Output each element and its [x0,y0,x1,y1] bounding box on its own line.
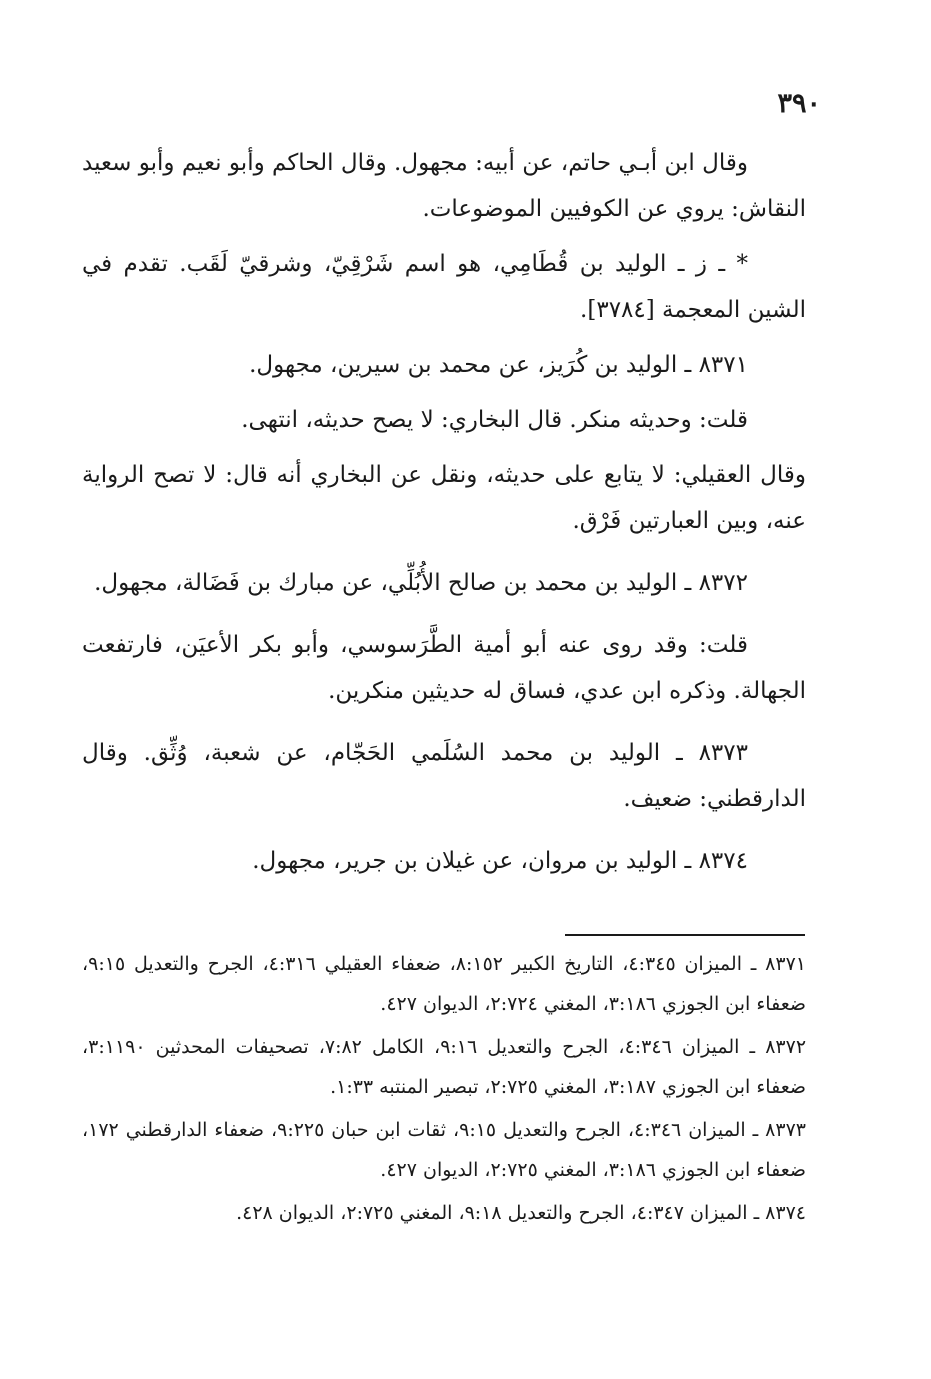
entry-8374: ٨٣٧٤ ـ الوليد بن مروان، عن غيلان بن جرير، مجهول. [252,848,748,874]
footnote-8372: ٨٣٧٢ ـ الميزان ٤:٣٤٦، الجرح والتعديل ٩:١٦، الكامل ٧:٨٢، تصحيفات المحدثين ٣:١١٩٠، ضعفاء ابن الجوزي ٣:١٨٧، المغني ٢:٧٢٥، تبصير المنتبه ١:٣٣. [82,1036,807,1098]
footnote-divider [565,934,805,936]
footnotes [82,944,806,1236]
page-number: ٣٩٠ [777,88,821,119]
footnote-8373: ٨٣٧٣ ـ الميزان ٤:٣٤٦، الجرح والتعديل ٩:١٥، ثقات ابن حبان ٩:٢٢٥، ضعفاء الدارقطني ١٧٢، ضعفاء ابن الجوزي ٣:١٨٦، المغني ٢:٧٢٥، الديوان ٤٢٧. [82,1119,806,1181]
paragraph: قلت: وقد روى عنه أبو أمية الطَّرَسوسي، وأبو بكر الأعيَن، فارتفعت الجهالة. وذكره ابن عدي، فساق له حديثين منكرين. [82,632,806,704]
paragraph: وقال ابن أبـي حاتم، عن أبيه: مجهول. وقال الحاكم وأبو نعيم وأبو سعيد النقاش: يروي عن الكوفيين الموضوعات. [82,150,806,222]
paragraph: قلت: وحديثه منكر. قال البخاري: لا يصح حديثه، انتهى. [241,407,748,433]
entry-8372: ٨٣٧٢ ـ الوليد بن محمد بن صالح الأُبُلِّي، عن مبارك بن فَضَالة، مجهول. [94,570,748,596]
entry-8373: ٨٣٧٣ ـ الوليد بن محمد السُلَمي الحَجّام، عن شعبة، وُثِّق. وقال الدارقطني: ضعيف. [82,740,806,812]
main-text [82,140,806,893]
paragraph: وقال العقيلي: لا يتابع على حديثه، ونقل عن البخاري أنه قال: لا تصح الرواية عنه، وبين العبارتين فَرْق. [82,462,806,534]
entry-8371: ٨٣٧١ ـ الوليد بن كُرَيز، عن محمد بن سيرين، مجهول. [249,352,748,378]
footnote-8374: ٨٣٧٤ ـ الميزان ٤:٣٤٧، الجرح والتعديل ٩:١٨، المغني ٢:٧٢٥، الديوان ٤٢٨. [236,1202,806,1224]
paragraph: * ـ ز ـ الوليد بن قُطَامِي، هو اسم شَرْقِيّ، وشرقيّ لَقَب. تقدم في الشين المعجمة [٣٧٨٤]. [82,251,806,323]
footnote-8371: ٨٣٧١ ـ الميزان ٤:٣٤٥، التاريخ الكبير ٨:١٥٢، ضعفاء العقيلي ٤:٣١٦، الجرح والتعديل ٩:١٥، ضعفاء ابن الجوزي ٣:١٨٦، المغني ٢:٧٢٤، الديوان ٤٢٧. [82,953,806,1015]
